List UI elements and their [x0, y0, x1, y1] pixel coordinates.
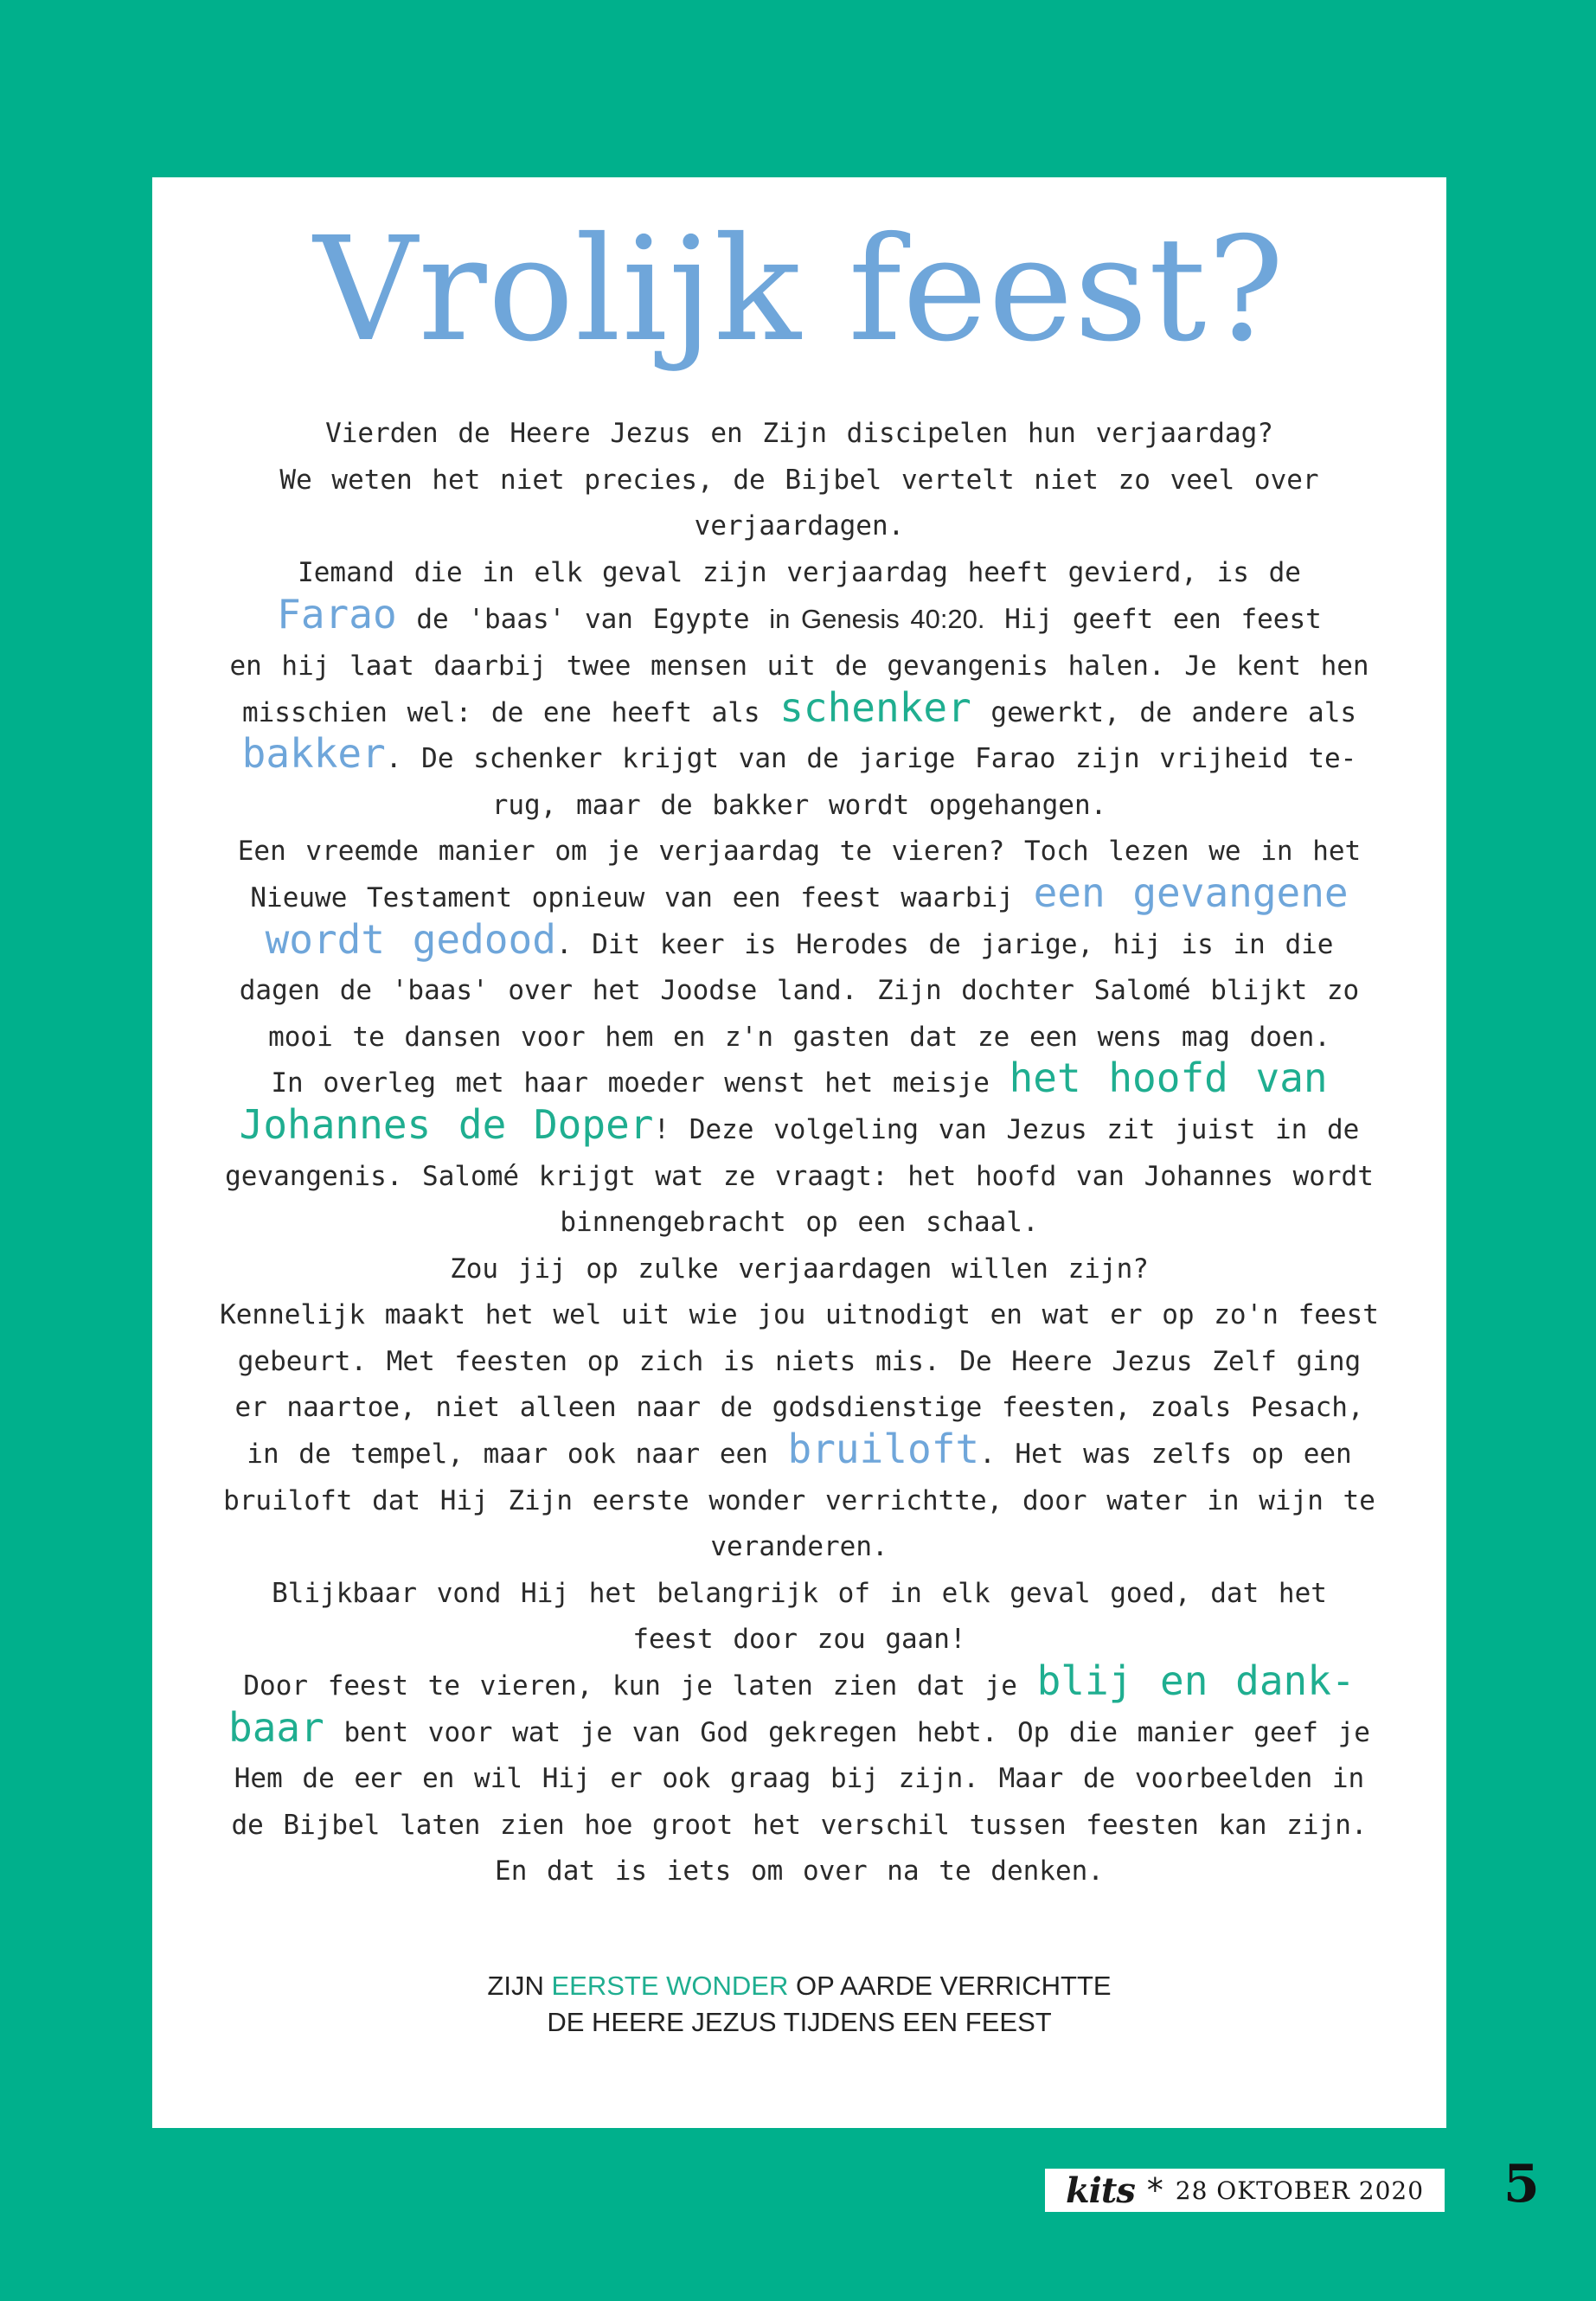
body-line: Nieuwe Testament opnieuw van een feest waarbij een gevangene — [250, 868, 1349, 916]
highlight-bakker: bakker — [241, 730, 386, 778]
body-line: En dat is iets om over na te denken. — [495, 1856, 1104, 1888]
asterisk-icon: * — [1144, 2171, 1165, 2209]
genesis-reference: in Genesis 40:20. — [769, 604, 985, 635]
tagline — [152, 1968, 1446, 2041]
body-line: Blijkbaar vond Hij het belangrijk of in elk geval goed, dat het — [272, 1577, 1327, 1609]
body-line: Door feest te vieren, kun je laten zien dat je blij en dank- — [243, 1657, 1356, 1705]
tagline-line: DE HEERE JEZUS TIJDENS EEN FEEST — [547, 2007, 1052, 2037]
tagline-accent: EERSTE WONDER — [551, 1971, 789, 2001]
body-line: gevangenis. Salomé krijgt wat ze vraagt: het hoofd van Johannes wordt — [225, 1160, 1374, 1192]
page-number: 5 — [1503, 2154, 1540, 2214]
highlight-een-gevangene: een gevangene — [1033, 868, 1349, 916]
body-line: misschien wel: de ene heeft als schenker gewerkt, de andere als — [241, 683, 1357, 731]
body-line: Farao de 'baas' van Egypte in Genesis 40:20. Hij geeft een feest — [277, 591, 1322, 638]
issue-date: 28 OKTOBER 2020 — [1175, 2176, 1425, 2205]
highlight-blij-en-dankbaar: blij en dank- — [1036, 1657, 1356, 1705]
article-panel — [152, 177, 1446, 2128]
body-line: er naartoe, niet alleen naar de godsdienstige feesten, zoals Pesach, — [234, 1392, 1364, 1424]
body-line: de Bijbel laten zien hoe groot het verschil tussen feesten kan zijn. — [231, 1809, 1368, 1841]
body-line: We weten het niet precies, de Bijbel vertelt niet zo veel over — [279, 464, 1319, 496]
body-line: In overleg met haar moeder wenst het meisje het hoofd van — [271, 1054, 1328, 1102]
body-line: binnengebracht op een schaal. — [560, 1207, 1039, 1239]
body-line: Kennelijk maakt het wel uit wie jou uitnodigt en wat er op zo'n feest — [220, 1299, 1379, 1331]
body-line: Iemand die in elk geval zijn verjaardag heeft gevierd, is de — [298, 556, 1301, 588]
body-line: dagen de 'baas' over het Joodse land. Zijn dochter Salomé blijkt zo — [239, 975, 1360, 1007]
body-line: gebeurt. Met feesten op zich is niets mis. De Heere Jezus Zelf ging — [237, 1345, 1362, 1377]
highlight-wordt-gedood: wordt gedood — [265, 915, 556, 963]
body-line: feest door zou gaan! — [632, 1624, 966, 1656]
highlight-schenker: schenker — [779, 683, 971, 731]
highlight-farao: Farao — [277, 591, 397, 638]
body-line: mooi te dansen voor hem en z'n gasten dat ze een wens mag doen. — [268, 1021, 1330, 1053]
body-line: Johannes de Doper! Deze volgeling van Jezus zit juist in de — [239, 1100, 1360, 1148]
body-line: Een vreemde manier om je verjaardag te vieren? Toch lezen we in het — [237, 836, 1362, 868]
body-line: rug, maar de bakker wordt opgehangen. — [491, 789, 1107, 821]
body-line: Zou jij op zulke verjaardagen willen zijn? — [450, 1253, 1149, 1285]
highlight-johannes-de-doper: Johannes de Doper — [239, 1100, 654, 1148]
highlight-het-hoofd-van: het hoofd van — [1009, 1054, 1328, 1102]
body-line: Hem de eer en wil Hij er ook graag bij zijn. Maar de voorbeelden in — [234, 1763, 1365, 1795]
body-line: veranderen. — [710, 1531, 888, 1563]
highlight-bruiloft: bruiloft — [787, 1426, 980, 1473]
body-line: en hij laat daarbij twee mensen uit de gevangenis halen. Je kent hen — [229, 650, 1369, 682]
body-line: in de tempel, maar ook naar een bruiloft. Het was zelfs op een — [247, 1426, 1352, 1473]
kits-logo: kits — [1065, 2170, 1135, 2211]
body-line: bakker. De schenker krijgt van de jarige Farao zijn vrijheid te- — [241, 730, 1357, 778]
tagline-line: ZIJN EERSTE WONDER OP AARDE VERRICHTTE — [487, 1971, 1112, 2001]
body-line: verjaardagen. — [694, 510, 905, 542]
article-body — [194, 411, 1405, 1895]
body-line: baar bent voor wat je van God gekregen hebt. Op die manier geef je — [228, 1703, 1370, 1751]
body-line: Vierden de Heere Jezus en Zijn discipelen hun verjaardag? — [325, 418, 1273, 449]
body-line: bruiloft dat Hij Zijn eerste wonder verrichtte, door water in wijn te — [223, 1484, 1375, 1516]
body-line: wordt gedood. Dit keer is Herodes de jarige, hij is in die — [265, 915, 1334, 963]
highlight-dankbaar-end: baar — [228, 1703, 324, 1751]
footer-issue-label — [1045, 2169, 1445, 2212]
page-title: Vrolijk feest? — [313, 207, 1285, 374]
